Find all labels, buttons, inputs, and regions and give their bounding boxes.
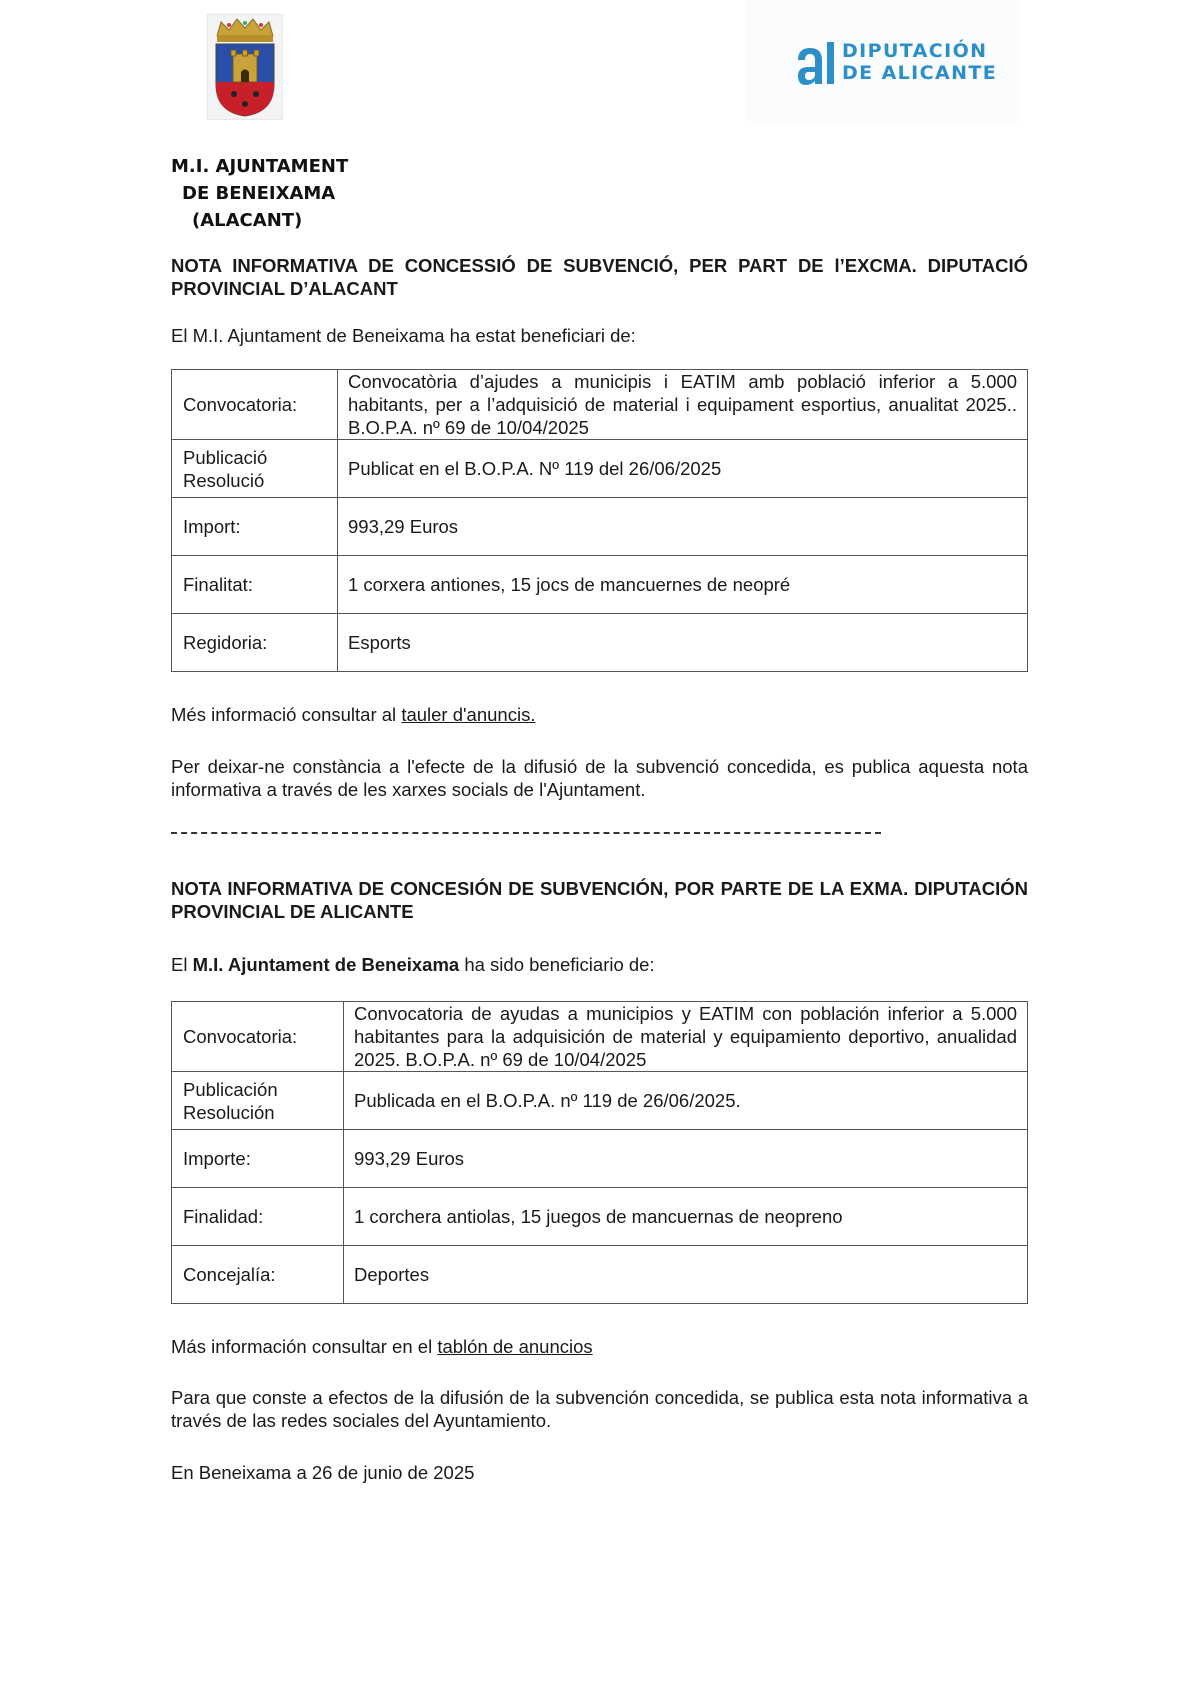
diputacion-alicante-logo — [746, 0, 1020, 122]
table-value: Deportes — [344, 1246, 1028, 1304]
table-row — [172, 440, 1028, 498]
table-row — [172, 614, 1028, 672]
table-label-line: Publicació — [183, 446, 268, 468]
table-label-line: Resolución — [183, 1101, 275, 1123]
beneixama-coat-of-arms-logo — [207, 14, 283, 120]
more-info-text: Más información consultar en el — [171, 1336, 438, 1357]
table-label: Finalitat: — [172, 556, 338, 614]
intro-prefix: El — [171, 954, 193, 975]
spanish-intro — [171, 953, 1028, 976]
table-label: Concejalía: — [172, 1246, 344, 1304]
date-line: En Beneixama a 26 de junio de 2025 — [171, 1462, 475, 1483]
spanish-more-info — [171, 1335, 1028, 1358]
council-heading — [171, 153, 348, 234]
council-line-3: (ALACANT) — [192, 210, 303, 231]
dipu-logo-line1: DIPUTACIÓN — [842, 40, 988, 62]
table-row — [172, 556, 1028, 614]
valencian-intro: El M.I. Ajuntament de Beneixama ha estat beneficiari de: — [171, 325, 636, 346]
table-value: Publicat en el B.O.P.A. Nº 119 del 26/06/2025 — [338, 440, 1028, 498]
table-row — [172, 1130, 1028, 1188]
table-row — [172, 1188, 1028, 1246]
table-value: Publicada en el B.O.P.A. nº 119 de 26/06/2025. — [344, 1072, 1028, 1130]
valencian-title: NOTA INFORMATIVA DE CONCESSIÓ DE SUBVENCIÓ, PER PART DE l’EXCMA. DIPUTACIÓ PROVINCIAL D’ALACANT — [171, 255, 1028, 299]
spanish-title: NOTA INFORMATIVA DE CONCESIÓN DE SUBVENCIÓN, POR PARTE DE LA EXMA. DIPUTACIÓN PROVINCIAL DE ALICANTE — [171, 878, 1028, 922]
table-label: Importe: — [172, 1130, 344, 1188]
tablon-anuncios-link[interactable]: tablón de anuncios — [437, 1336, 593, 1357]
valencian-more-info — [171, 703, 1028, 726]
diputacion-logo-text — [842, 40, 997, 84]
table-label: Regidoria: — [172, 614, 338, 672]
table-value: 993,29 Euros — [344, 1130, 1028, 1188]
table-row — [172, 1246, 1028, 1304]
spanish-closing: Para que conste a efectos de la difusión de la subvención concedida, se publica esta nota informativa a través de las redes sociales del Ayuntamiento. — [171, 1387, 1028, 1431]
intro-bold: M.I. Ajuntament de Beneixama — [192, 954, 460, 975]
valencian-subsidy-table — [171, 369, 1028, 672]
section-separator — [171, 832, 881, 834]
council-line-2: DE BENEIXAMA — [182, 183, 336, 204]
council-line-1: M.I. AJUNTAMENT — [171, 156, 349, 177]
tauler-anuncis-link[interactable]: tauler d'anuncis. — [401, 704, 536, 725]
table-row — [172, 370, 1028, 440]
table-label: Import: — [172, 498, 338, 556]
table-value: Convocatoria de ayudas a municipios y EATIM con población inferior a 5.000 habitantes para la adquisición de material y equipamiento deportivo, anualidad 2025. B.O.P.A. nº 69 de 10/04/2025 — [344, 1002, 1028, 1072]
table-value: 1 corxera antiones, 15 jocs de mancuernes de neopré — [338, 556, 1028, 614]
table-label: Convocatoria: — [172, 370, 338, 440]
diputacion-mark-icon — [794, 40, 838, 86]
more-info-text: Més informació consultar al — [171, 704, 402, 725]
table-value: Esports — [338, 614, 1028, 672]
table-label: Convocatoria: — [172, 1002, 344, 1072]
table-row — [172, 498, 1028, 556]
table-row — [172, 1002, 1028, 1072]
table-value: Convocatòria d’ajudes a municipis i EATIM amb població inferior a 5.000 habitants, per a l’adquisició de material i equipament esportius, anualitat 2025.. B.O.P.A. nº 69 de 10/04/2025 — [338, 370, 1028, 440]
dipu-logo-line2: DE ALICANTE — [842, 62, 998, 84]
table-label-line: Resolució — [183, 469, 265, 491]
table-label — [172, 1072, 344, 1130]
valencian-closing: Per deixar-ne constància a l'efecte de la difusió de la subvenció concedida, es publica aquesta nota informativa a través de les xarxes socials de l'Ajuntament. — [171, 756, 1028, 800]
table-label: Finalidad: — [172, 1188, 344, 1246]
table-label — [172, 440, 338, 498]
intro-suffix: ha sido beneficiario de: — [459, 954, 655, 975]
spanish-subsidy-table — [171, 1001, 1028, 1304]
table-row — [172, 1072, 1028, 1130]
table-value: 1 corchera antiolas, 15 juegos de mancuernas de neopreno — [344, 1188, 1028, 1246]
table-value: 993,29 Euros — [338, 498, 1028, 556]
table-label-line: Publicación — [183, 1078, 278, 1100]
